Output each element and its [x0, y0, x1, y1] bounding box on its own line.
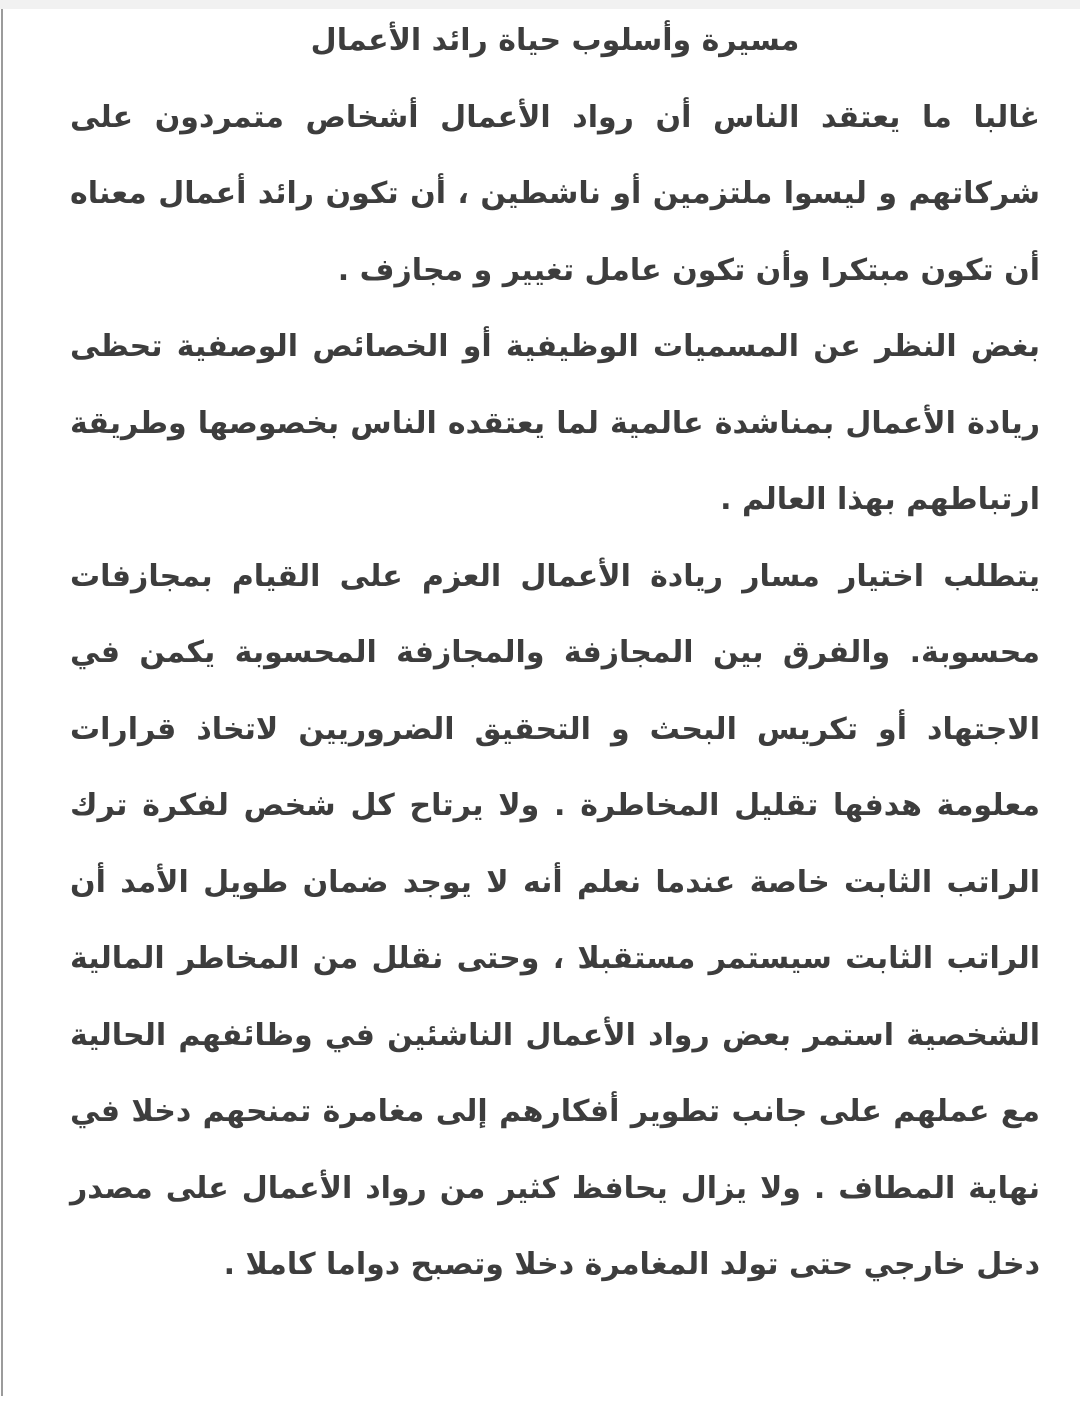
- document-title: مسيرة وأسلوب حياة رائد الأعمال: [310, 23, 800, 58]
- paragraph-2: بغض النظر عن المسميات الوظيفية أو الخصائص الوصفية تحظى ريادة الأعمال بمناشدة عالمية لما يعتقده الناس بخصوصها وطريقة ارتباطهم بهذا العالم .: [70, 329, 1040, 517]
- paragraph-1: غالبا ما يعتقد الناس أن رواد الأعمال أشخاص متمردون على شركاتهم و ليسوا ملتزمين أو ناشطين ، أن تكون رائد أعمال معناه أن تكون مبتكرا وأن تكون عامل تغيير و مجازف .: [70, 99, 1040, 288]
- paragraph-3: يتطلب اختيار مسار ريادة الأعمال العزم على القيام بمجازفات محسوبة. والفرق بين المجازفة والمجازفة المحسوبة يكمن في الاجتهاد أو تكريس البحث و التحقيق الضروريين لاتخاذ قرارات معلومة هدفها تقليل المخاطرة . ولا يرتاح كل شخص لفكرة ترك الراتب الثابت خاصة عندما نعلم أنه لا يوجد ضمان طويل الأمد أن الراتب الثابت سيستمر مستقبلا ، وحتى نقلل من المخاطر المالية الشخصية استمر بعض رواد الأعمال الناشئين في وظائفهم الحالية مع عملهم على جانب تطوير أفكارهم إلى مغامرة تمنحهم دخلا في نهاية المطاف . ولا يزال يحافظ كثير من رواد الأعمال على مصدر دخل خارجي حتى تولد المغامرة دخلا وتصبح دواما كاملا .: [70, 558, 1040, 1282]
